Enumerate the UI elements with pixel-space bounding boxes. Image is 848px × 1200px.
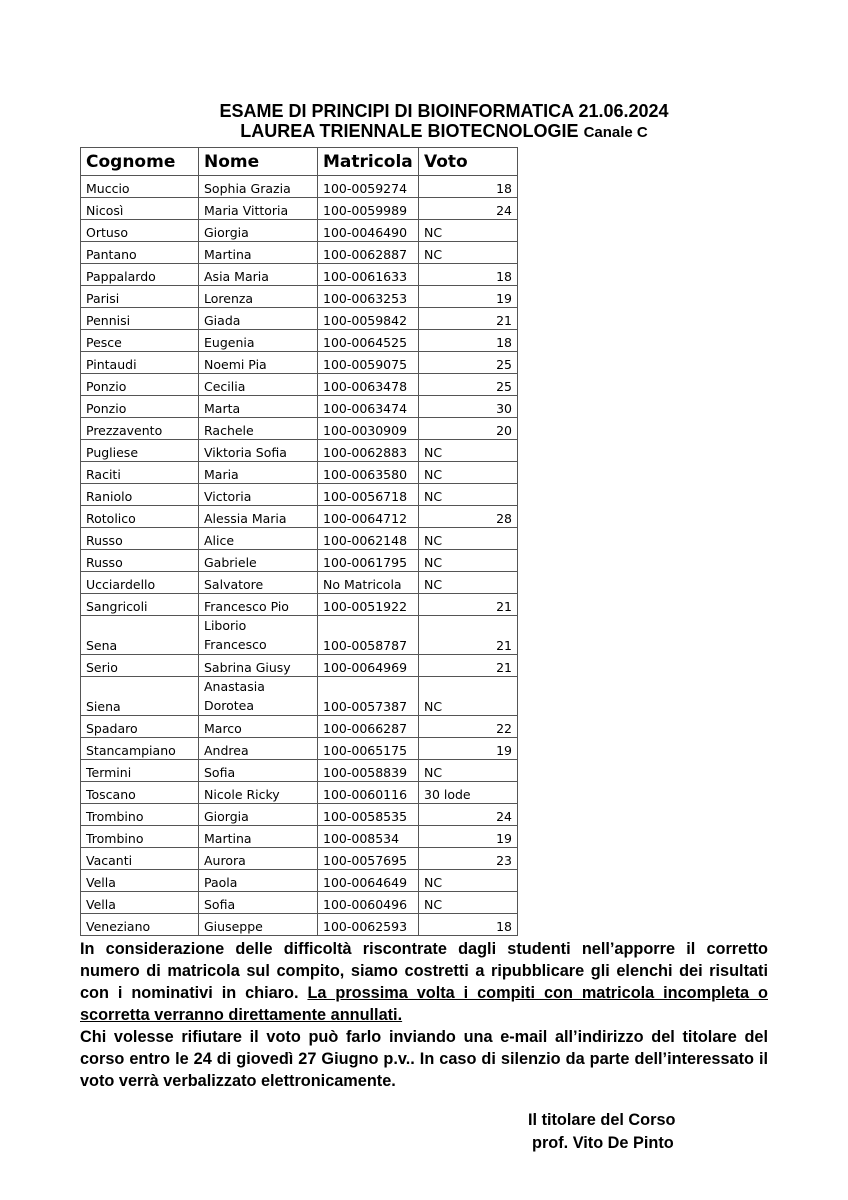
cell-matricola: 100-0060496 xyxy=(318,892,419,914)
cell-nome: Salvatore xyxy=(199,572,318,594)
cell-cognome: Ponzio xyxy=(81,374,199,396)
cell-nome: Andrea xyxy=(199,738,318,760)
cell-cognome: Sangricoli xyxy=(81,594,199,616)
signature-name: prof. Vito De Pinto xyxy=(532,1134,674,1152)
table-row xyxy=(81,242,518,264)
cell-nome: Anastasia Dorotea xyxy=(199,677,318,716)
column-header-voto: Voto xyxy=(419,148,518,176)
cell-matricola: 100-0051922 xyxy=(318,594,419,616)
cell-matricola: 100-0046490 xyxy=(318,220,419,242)
cell-matricola: 100-0062593 xyxy=(318,914,419,936)
cell-cognome: Nicosì xyxy=(81,198,199,220)
cell-cognome: Stancampiano xyxy=(81,738,199,760)
cell-nome: Eugenia xyxy=(199,330,318,352)
table-row xyxy=(81,176,518,198)
cell-nome: Noemi Pia xyxy=(199,352,318,374)
cell-nome: Maria Vittoria xyxy=(199,198,318,220)
cell-matricola: 100-0064712 xyxy=(318,506,419,528)
cell-nome: Alessia Maria xyxy=(199,506,318,528)
cell-cognome: Pantano xyxy=(81,242,199,264)
cell-cognome: Pesce xyxy=(81,330,199,352)
cell-nome: Aurora xyxy=(199,848,318,870)
table-row xyxy=(81,826,518,848)
cell-nome: Lorenza xyxy=(199,286,318,308)
cell-matricola: 100-0062148 xyxy=(318,528,419,550)
cell-voto: 19 xyxy=(419,738,518,760)
cell-cognome: Raciti xyxy=(81,462,199,484)
cell-matricola: 100-008534 xyxy=(318,826,419,848)
channel-label: Canale C xyxy=(583,124,648,141)
cell-cognome: Vella xyxy=(81,870,199,892)
cell-nome: Giorgia xyxy=(199,220,318,242)
table-row xyxy=(81,870,518,892)
cell-voto: 19 xyxy=(419,826,518,848)
cell-voto: NC xyxy=(419,462,518,484)
cell-matricola: 100-0064525 xyxy=(318,330,419,352)
cell-cognome: Vacanti xyxy=(81,848,199,870)
cell-matricola: 100-0064969 xyxy=(318,655,419,677)
cell-nome: Marco xyxy=(199,716,318,738)
cell-matricola: 100-0062883 xyxy=(318,440,419,462)
table-row xyxy=(81,594,518,616)
cell-cognome: Veneziano xyxy=(81,914,199,936)
cell-cognome: Ortuso xyxy=(81,220,199,242)
cell-matricola: 100-0056718 xyxy=(318,484,419,506)
cell-cognome: Ucciardello xyxy=(81,572,199,594)
table-row xyxy=(81,462,518,484)
course-subtitle xyxy=(20,121,848,142)
table-row xyxy=(81,572,518,594)
cell-cognome: Vella xyxy=(81,892,199,914)
column-header-cognome: Cognome xyxy=(81,148,199,176)
table-row xyxy=(81,286,518,308)
cell-matricola: 100-0064649 xyxy=(318,870,419,892)
cell-cognome: Prezzavento xyxy=(81,418,199,440)
cell-voto: 21 xyxy=(419,616,518,655)
cell-matricola: 100-0059842 xyxy=(318,308,419,330)
cell-matricola: 100-0060116 xyxy=(318,782,419,804)
cell-voto: 21 xyxy=(419,308,518,330)
cell-nome: Giuseppe xyxy=(199,914,318,936)
cell-cognome: Parisi xyxy=(81,286,199,308)
cell-nome: Sabrina Giusy xyxy=(199,655,318,677)
table-row xyxy=(81,804,518,826)
cell-voto: NC xyxy=(419,760,518,782)
cell-voto: 28 xyxy=(419,506,518,528)
cell-matricola: 100-0065175 xyxy=(318,738,419,760)
cell-matricola: 100-0059274 xyxy=(318,176,419,198)
cell-voto: 24 xyxy=(419,804,518,826)
signature-role: Il titolare del Corso xyxy=(528,1111,676,1129)
cell-nome: Viktoria Sofia xyxy=(199,440,318,462)
cell-nome: Sofia xyxy=(199,760,318,782)
table-row xyxy=(81,484,518,506)
table-row xyxy=(81,374,518,396)
notice-text: In considerazione delle difficoltà riscontrate dagli studenti nell’apporre il corretto numero di matricola sul compito, siamo costretti a ripubblicare gli elenchi dei risultati con i nominativi in chiaro. xyxy=(80,940,768,1002)
table-row xyxy=(81,308,518,330)
cell-cognome: Spadaro xyxy=(81,716,199,738)
cell-voto: 23 xyxy=(419,848,518,870)
cell-cognome: Rotolico xyxy=(81,506,199,528)
cell-voto: NC xyxy=(419,677,518,716)
table-row xyxy=(81,760,518,782)
cell-cognome: Toscano xyxy=(81,782,199,804)
table-row xyxy=(81,677,518,716)
cell-cognome: Pintaudi xyxy=(81,352,199,374)
table-row xyxy=(81,892,518,914)
cell-matricola: 100-0061633 xyxy=(318,264,419,286)
notes-section xyxy=(80,938,768,1092)
cell-matricola: No Matricola xyxy=(318,572,419,594)
cell-voto: 30 lode xyxy=(419,782,518,804)
table-row xyxy=(81,616,518,655)
table-row xyxy=(81,330,518,352)
cell-voto: 30 xyxy=(419,396,518,418)
cell-nome: Maria xyxy=(199,462,318,484)
cell-voto: 18 xyxy=(419,330,518,352)
cell-matricola: 100-0066287 xyxy=(318,716,419,738)
cell-nome: Nicole Ricky xyxy=(199,782,318,804)
column-header-matricola: Matricola xyxy=(318,148,419,176)
cell-matricola: 100-0058787 xyxy=(318,616,419,655)
cell-voto: NC xyxy=(419,870,518,892)
cell-voto: NC xyxy=(419,220,518,242)
degree-name: LAUREA TRIENNALE BIOTECNOLOGIE xyxy=(240,121,579,141)
cell-nome: Sofia xyxy=(199,892,318,914)
cell-nome: Giorgia xyxy=(199,804,318,826)
cell-cognome: Ponzio xyxy=(81,396,199,418)
cell-cognome: Trombino xyxy=(81,804,199,826)
cell-voto: NC xyxy=(419,242,518,264)
cell-cognome: Sena xyxy=(81,616,199,655)
cell-voto: 21 xyxy=(419,655,518,677)
cell-voto: 18 xyxy=(419,176,518,198)
cell-matricola: 100-0059989 xyxy=(318,198,419,220)
cell-matricola: 100-0058839 xyxy=(318,760,419,782)
refusal-paragraph: Chi volesse rifiutare il voto può farlo inviando una e-mail all’indirizzo del titolare del corso entro le 24 di giovedì 27 Giugno p.v.. In caso di silenzio da parte dell’interessato il voto verrà verbalizzato elettronicamente. xyxy=(80,1028,768,1090)
cell-nome: Sophia Grazia xyxy=(199,176,318,198)
table-row xyxy=(81,550,518,572)
table-row xyxy=(81,738,518,760)
table-row xyxy=(81,716,518,738)
cell-matricola: 100-0057387 xyxy=(318,677,419,716)
cell-matricola: 100-0057695 xyxy=(318,848,419,870)
cell-nome: Francesco Pio xyxy=(199,594,318,616)
cell-cognome: Raniolo xyxy=(81,484,199,506)
cell-matricola: 100-0063474 xyxy=(318,396,419,418)
cell-voto: 20 xyxy=(419,418,518,440)
cell-nome: Victoria xyxy=(199,484,318,506)
cell-voto: NC xyxy=(419,440,518,462)
cell-matricola: 100-0063580 xyxy=(318,462,419,484)
cell-voto: 19 xyxy=(419,286,518,308)
cell-matricola: 100-0059075 xyxy=(318,352,419,374)
notice-paragraph xyxy=(80,938,768,1026)
cell-cognome: Trombino xyxy=(81,826,199,848)
cell-nome: Alice xyxy=(199,528,318,550)
table-row xyxy=(81,782,518,804)
table-row xyxy=(81,655,518,677)
cell-cognome: Muccio xyxy=(81,176,199,198)
cell-matricola: 100-0063253 xyxy=(318,286,419,308)
cell-voto: 21 xyxy=(419,594,518,616)
table-row xyxy=(81,198,518,220)
cell-nome: Asia Maria xyxy=(199,264,318,286)
cell-nome: Liborio Francesco xyxy=(199,616,318,655)
cell-voto: NC xyxy=(419,572,518,594)
cell-matricola: 100-0058535 xyxy=(318,804,419,826)
exam-title: ESAME DI PRINCIPI DI BIOINFORMATICA 21.06.2024 xyxy=(219,101,669,121)
table-row xyxy=(81,418,518,440)
cell-nome: Rachele xyxy=(199,418,318,440)
table-row xyxy=(81,440,518,462)
warning-text: La prossima volta i compiti con matricola incompleta o scorretta verranno direttamente annullati. xyxy=(80,984,768,1024)
cell-voto: NC xyxy=(419,484,518,506)
cell-voto: 25 xyxy=(419,352,518,374)
cell-cognome: Siena xyxy=(81,677,199,716)
cell-nome: Giada xyxy=(199,308,318,330)
cell-nome: Gabriele xyxy=(199,550,318,572)
results-table xyxy=(80,147,518,936)
cell-nome: Martina xyxy=(199,242,318,264)
cell-matricola: 100-0062887 xyxy=(318,242,419,264)
cell-nome: Marta xyxy=(199,396,318,418)
table-row xyxy=(81,220,518,242)
cell-nome: Martina xyxy=(199,826,318,848)
cell-cognome: Russo xyxy=(81,550,199,572)
table-body xyxy=(81,176,518,936)
cell-voto: NC xyxy=(419,550,518,572)
column-header-nome: Nome xyxy=(199,148,318,176)
table-row xyxy=(81,528,518,550)
cell-cognome: Russo xyxy=(81,528,199,550)
cell-cognome: Pennisi xyxy=(81,308,199,330)
cell-voto: 24 xyxy=(419,198,518,220)
cell-voto: 18 xyxy=(419,264,518,286)
table-row xyxy=(81,396,518,418)
cell-cognome: Pugliese xyxy=(81,440,199,462)
table-row xyxy=(81,264,518,286)
cell-matricola: 100-0063478 xyxy=(318,374,419,396)
cell-voto: 22 xyxy=(419,716,518,738)
cell-voto: NC xyxy=(419,528,518,550)
cell-voto: 18 xyxy=(419,914,518,936)
cell-nome: Paola xyxy=(199,870,318,892)
cell-cognome: Termini xyxy=(81,760,199,782)
cell-cognome: Pappalardo xyxy=(81,264,199,286)
cell-nome: Cecilia xyxy=(199,374,318,396)
table-header-row xyxy=(81,148,518,176)
cell-voto: NC xyxy=(419,892,518,914)
table-row xyxy=(81,914,518,936)
table-row xyxy=(81,352,518,374)
cell-matricola: 100-0030909 xyxy=(318,418,419,440)
cell-voto: 25 xyxy=(419,374,518,396)
table-row xyxy=(81,848,518,870)
table-row xyxy=(81,506,518,528)
cell-matricola: 100-0061795 xyxy=(318,550,419,572)
cell-cognome: Serio xyxy=(81,655,199,677)
